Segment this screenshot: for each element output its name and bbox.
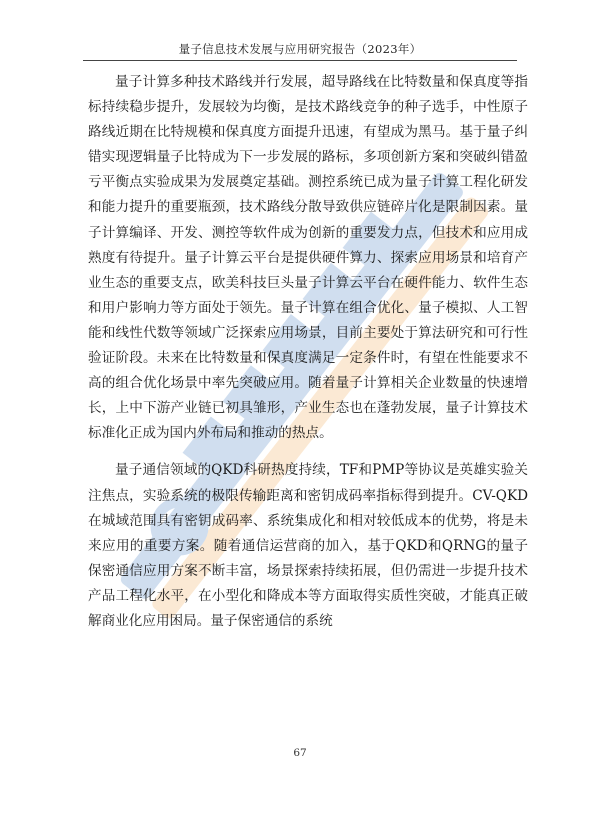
- page-number: 67: [293, 747, 307, 759]
- paragraph-quantum-communication: 量子通信领域的QKD科研热度持续，TF和PMP等协议是英雄实验关注焦点，实验系统的极限传输距离和密钥成码率指标得到提升。CV-QKD在城域范围具有密钥成码率、系统集成化和相对较低成本的优势，将是未来应用的重要方案。随着通信运营商的加入，基于QKD和QRNG的量子保密通信应用方案不断丰富，场景探索持续拓展，但仍需进一步提升技术产品工程化水平，在小型化和降成本等方面取得实质性突破，才能真正破解商业化应用困局。量子保密通信的系统: [88, 462, 528, 629]
- paragraph-quantum-computing: 量子计算多种技术路线并行发展，超导路线在比特数量和保真度等指标持续稳步提升，发展较为均衡，是技术路线竞争的种子选手，中性原子路线近期在比特规模和保真度方面提升迅速，有望成为黑马。基于量子纠错实现逻辑量子比特成为下一步发展的路标，多项创新方案和突破纠错盈亏平衡点实验成果为发展奠定基础。测控系统已成为量子计算工程化研发和能力提升的重要瓶颈，技术路线分散导致供应链碎片化是限制因素。量子计算编译、开发、测控等软件成为创新的重要发力点，但技术和应用成熟度有待提升。量子计算云平台是提供硬件算力、探索应用场景和培育产业生态的重要支点，欧美科技巨头量子计算云平台在硬件能力、软件生态和用户影响力等方面处于领先。量子计算在组合优化、量子模拟、人工智能和线性代数等领域广泛探索应用场景，目前主要处于算法研究和可行性验证阶段。未来在比特数量和保真度满足一定条件时，有望在性能要求不高的组合优化场景中率先突破应用。随着量子计算相关企业数量的快速增长，上中下游产业链已初具雏形，产业生态也在蓬勃发展，量子计算技术标准化正成为国内外布局和推动的热点。: [88, 74, 528, 442]
- header-rule: [83, 60, 517, 61]
- body-text: [88, 70, 528, 634]
- header-title: 量子信息技术发展与应用研究报告（2023年）: [178, 42, 422, 56]
